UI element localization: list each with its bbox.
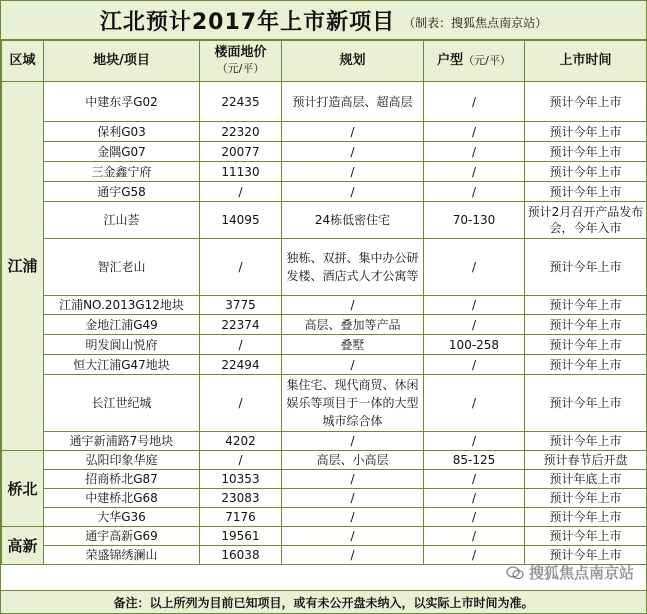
type-cell: / — [424, 527, 525, 546]
price-cell: / — [200, 451, 282, 470]
type-cell: / — [424, 470, 525, 489]
header-type-label: 户型 — [437, 53, 464, 68]
plan-cell: 高层、叠加等产品 — [282, 315, 424, 335]
launch-cell: 预计今年上市 — [525, 239, 647, 296]
plan-cell: / — [282, 122, 424, 142]
region-cell: 高新 — [2, 527, 44, 565]
table-row — [2, 335, 647, 355]
watermark-text: 搜狐焦点南京站 — [528, 564, 634, 582]
launch-cell: 预计今年上市 — [525, 432, 647, 451]
type-cell: / — [424, 182, 525, 202]
type-cell: 100-258 — [424, 335, 525, 355]
footnote: 备注：以上所列为目前已知项目，或有未公开盘未纳入，以实际上市时间为准。 — [1, 590, 646, 613]
price-cell: 23083 — [200, 489, 282, 508]
project-cell: 荣盛锦绣澜山 — [44, 546, 200, 565]
plan-cell: / — [282, 489, 424, 508]
type-cell: / — [424, 239, 525, 296]
project-cell: 江山荟 — [44, 202, 200, 239]
project-cell: 中建东孚G02 — [44, 82, 200, 122]
plan-cell: 预计打造高层、超高层 — [282, 82, 424, 122]
launch-cell: 预计今年上市 — [525, 489, 647, 508]
type-cell: / — [424, 355, 525, 375]
header-type-unit: （元/平） — [463, 54, 511, 67]
launch-cell: 预计今年上市 — [525, 142, 647, 162]
table-row — [2, 122, 647, 142]
wechat-icon — [506, 566, 524, 580]
type-cell: / — [424, 82, 525, 122]
plan-cell: / — [282, 162, 424, 182]
price-cell: 3775 — [200, 296, 282, 315]
type-cell: / — [424, 508, 525, 527]
launch-cell: 预计今年上市 — [525, 527, 647, 546]
type-cell: / — [424, 432, 525, 451]
price-cell: 20077 — [200, 142, 282, 162]
type-cell: / — [424, 546, 525, 565]
launch-cell: 预计今年上市 — [525, 546, 647, 565]
type-cell: / — [424, 296, 525, 315]
plan-cell: 叠墅 — [282, 335, 424, 355]
table-row — [2, 375, 647, 432]
header-price-unit: （元/平） — [216, 62, 265, 75]
header-plan: 规划 — [282, 41, 424, 82]
price-cell: 4202 — [200, 432, 282, 451]
header-price — [200, 41, 282, 82]
table-row — [2, 315, 647, 335]
project-cell: 大华G36 — [44, 508, 200, 527]
type-cell: 70-130 — [424, 202, 525, 239]
plan-cell: 独栋、双拼、集中办公研发楼、酒店式人才公寓等 — [282, 239, 424, 296]
price-cell: 22374 — [200, 315, 282, 335]
table-row — [2, 355, 647, 375]
region-cell: 桥北 — [2, 451, 44, 527]
plan-cell: / — [282, 508, 424, 527]
price-cell: 16038 — [200, 546, 282, 565]
price-cell: 22494 — [200, 355, 282, 375]
project-cell: 通宇G58 — [44, 182, 200, 202]
price-cell: / — [200, 335, 282, 355]
plan-cell: 高层、小高层 — [282, 451, 424, 470]
price-cell: 22435 — [200, 82, 282, 122]
watermark — [506, 562, 634, 583]
plan-cell: / — [282, 546, 424, 565]
launch-cell: 预计今年上市 — [525, 355, 647, 375]
project-cell: 明发阆山悦府 — [44, 335, 200, 355]
launch-cell: 预计今年上市 — [525, 508, 647, 527]
table-row — [2, 162, 647, 182]
type-cell: 85-125 — [424, 451, 525, 470]
project-cell: 招商桥北G87 — [44, 470, 200, 489]
table-body — [2, 82, 647, 565]
page-title: 江北预计2017年上市新项目 — [99, 9, 396, 35]
price-cell: / — [200, 182, 282, 202]
table-row — [2, 451, 647, 470]
price-cell: / — [200, 375, 282, 432]
launch-cell: 预计今年上市 — [525, 82, 647, 122]
launch-cell: 预计春节后开盘 — [525, 451, 647, 470]
type-cell: / — [424, 489, 525, 508]
table-row — [2, 296, 647, 315]
price-cell: 19561 — [200, 527, 282, 546]
project-cell: 长江世纪城 — [44, 375, 200, 432]
table-row — [2, 239, 647, 296]
type-cell: / — [424, 162, 525, 182]
header-project: 地块/项目 — [44, 41, 200, 82]
table-row — [2, 142, 647, 162]
table-row — [2, 508, 647, 527]
plan-cell: / — [282, 432, 424, 451]
project-cell: 弘阳印象华庭 — [44, 451, 200, 470]
price-cell: 7176 — [200, 508, 282, 527]
plan-cell: 集住宅、现代商贸、休闲娱乐等项目于一体的大型城市综合体 — [282, 375, 424, 432]
launch-cell: 预计今年上市 — [525, 315, 647, 335]
plan-cell: / — [282, 355, 424, 375]
price-cell: 22320 — [200, 122, 282, 142]
project-cell: 三金鑫宁府 — [44, 162, 200, 182]
type-cell: / — [424, 122, 525, 142]
plan-cell: / — [282, 470, 424, 489]
table-row — [2, 489, 647, 508]
table-row — [2, 470, 647, 489]
launch-cell: 预计今年上市 — [525, 162, 647, 182]
price-cell: 10353 — [200, 470, 282, 489]
launch-cell: 预计今年上市 — [525, 375, 647, 432]
table-row — [2, 432, 647, 451]
price-cell: 14095 — [200, 202, 282, 239]
project-cell: 金隅G07 — [44, 142, 200, 162]
project-cell: 通宇高新G69 — [44, 527, 200, 546]
table-row — [2, 82, 647, 122]
launch-cell: 预计2月召开产品发布会，今年入市 — [525, 202, 647, 239]
project-cell: 金地江浦G49 — [44, 315, 200, 335]
header-launch: 上市时间 — [525, 41, 647, 82]
project-cell: 恒大江浦G47地块 — [44, 355, 200, 375]
region-cell: 江浦 — [2, 82, 44, 451]
launch-cell: 预计今年上市 — [525, 182, 647, 202]
project-cell: 通宇新浦路7号地块 — [44, 432, 200, 451]
header-region: 区域 — [2, 41, 44, 82]
title-note: （制表：搜狐焦点南京站） — [403, 15, 548, 30]
plan-cell: / — [282, 142, 424, 162]
table-row — [2, 202, 647, 239]
type-cell: / — [424, 142, 525, 162]
project-cell: 中建桥北G68 — [44, 489, 200, 508]
header-row — [2, 41, 647, 82]
project-cell: 江浦NO.2013G12地块 — [44, 296, 200, 315]
plan-cell: / — [282, 296, 424, 315]
header-price-label: 楼面地价 — [214, 45, 267, 60]
plan-cell: / — [282, 527, 424, 546]
table-row — [2, 182, 647, 202]
type-cell: / — [424, 315, 525, 335]
plan-cell: / — [282, 182, 424, 202]
header-type — [424, 41, 525, 82]
plan-cell: 24栋低密住宅 — [282, 202, 424, 239]
project-cell: 智汇老山 — [44, 239, 200, 296]
launch-cell: 预计今年上市 — [525, 335, 647, 355]
launch-cell: 预计今年上市 — [525, 122, 647, 142]
title-bar — [1, 1, 646, 40]
type-cell: / — [424, 375, 525, 432]
launch-cell: 预计年底上市 — [525, 470, 647, 489]
price-cell: 11130 — [200, 162, 282, 182]
project-cell: 保利G03 — [44, 122, 200, 142]
table-row — [2, 527, 647, 546]
launch-cell: 预计今年上市 — [525, 296, 647, 315]
price-cell: / — [200, 239, 282, 296]
projects-table — [1, 40, 647, 565]
